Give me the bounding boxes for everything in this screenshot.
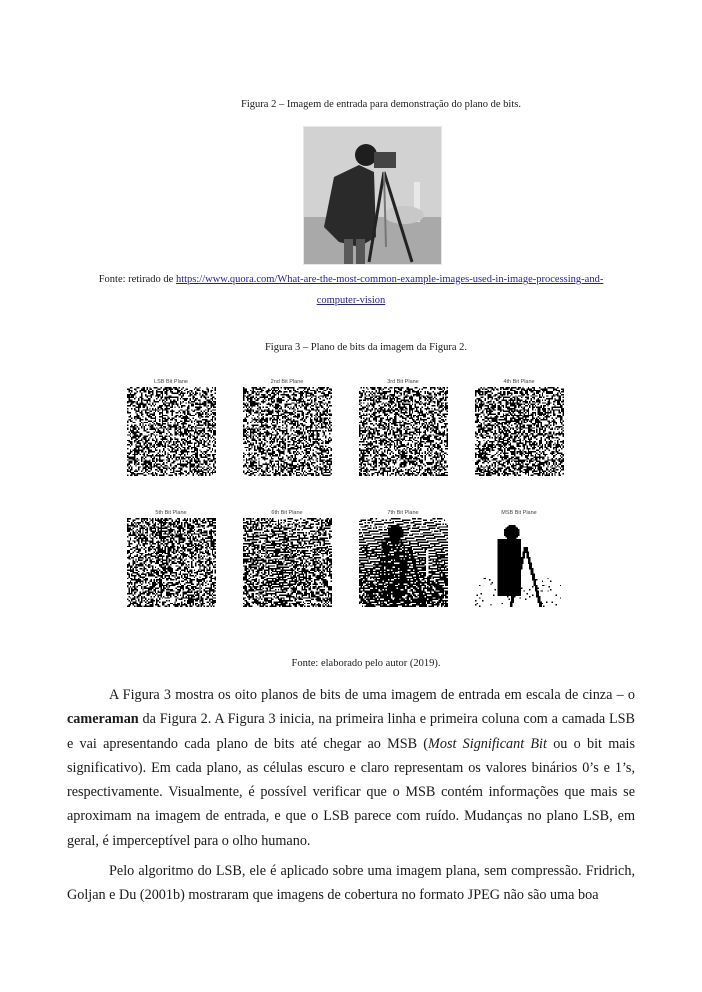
bit-plane-label: 2nd Bit Plane [270, 379, 304, 385]
paragraph-2 [67, 859, 635, 908]
source-link[interactable]: https://www.quora.com/What-are-the-most-common-example-images-used-in-image-processing-and- [175, 274, 604, 285]
bit-plane-label: MSB Bit Plane [501, 510, 537, 516]
para1-italic-term: Most Significant Bit [428, 735, 547, 752]
bit-plane-2 [227, 378, 347, 476]
bit-plane-1 [111, 378, 231, 476]
bit-plane-image [127, 518, 216, 607]
bit-plane-image [359, 387, 448, 476]
bit-plane-label: 4th Bit Plane [503, 379, 535, 385]
bit-plane-label: 3rd Bit Plane [387, 379, 419, 385]
source-link-continuation[interactable]: computer-vision [316, 295, 386, 306]
bit-plane-6 [227, 509, 347, 607]
bit-plane-5 [111, 509, 231, 607]
figure-3-caption: Figura 3 – Plano de bits da imagem da Figura 2. [264, 342, 468, 353]
bit-plane-image [243, 518, 332, 607]
cameraman-image [303, 126, 442, 265]
para1-text-c: ou o bit mais significativo). Em cada plano, as células escuro e claro representam os valores binários 0’s e 1’s, respectivamente. Visualmente, é possível verificar que o MSB contém informações que mais se aproximam na imagem de entrada, e que o LSB parece com ruído. Mudanças no plano LSB, em geral, é imperceptível para o olho humano. [67, 735, 636, 849]
bit-plane-image [243, 387, 332, 476]
bit-plane-image [475, 518, 564, 607]
para1-bold-term: cameraman [67, 711, 139, 728]
figure-2-source [0, 269, 702, 311]
cameraman-photo [304, 127, 441, 264]
bit-plane-label: 5th Bit Plane [155, 510, 187, 516]
bit-plane-label: 6th Bit Plane [271, 510, 303, 516]
bit-plane-3 [343, 378, 463, 476]
paragraph-1 [67, 683, 635, 853]
para2-text: Pelo algoritmo do LSB, ele é aplicado sobre uma imagem plana, sem compressão. Fridrich, Goljan e Du (2001b) mostraram que imagens de cobertura no formato JPEG não são uma boa [67, 863, 635, 904]
source-prefix: Fonte: retirado de [98, 274, 176, 285]
bit-plane-label: 7th Bit Plane [387, 510, 419, 516]
bit-plane-4 [459, 378, 579, 476]
bit-plane-image [127, 387, 216, 476]
bit-plane-8 [459, 509, 579, 607]
figure-3-source: Fonte: elaborado pelo autor (2019). [291, 658, 441, 669]
para1-text-a: A Figura 3 mostra os oito planos de bits de uma imagem de entrada em escala de cinza – o [109, 687, 635, 703]
bit-plane-image [359, 518, 448, 607]
para1-text-b: da Figura 2. A Figura 3 inicia, na primeira linha e primeira coluna com a camada LSB e vai apresentando cada plano de bits até chegar ao MSB ( [67, 711, 635, 752]
figure-2-caption: Figura 2 – Imagem de entrada para demonstração do plano de bits. [241, 99, 521, 110]
bit-plane-7 [343, 509, 463, 607]
bit-plane-image [475, 387, 564, 476]
bit-plane-label: LSB Bit Plane [154, 379, 188, 385]
